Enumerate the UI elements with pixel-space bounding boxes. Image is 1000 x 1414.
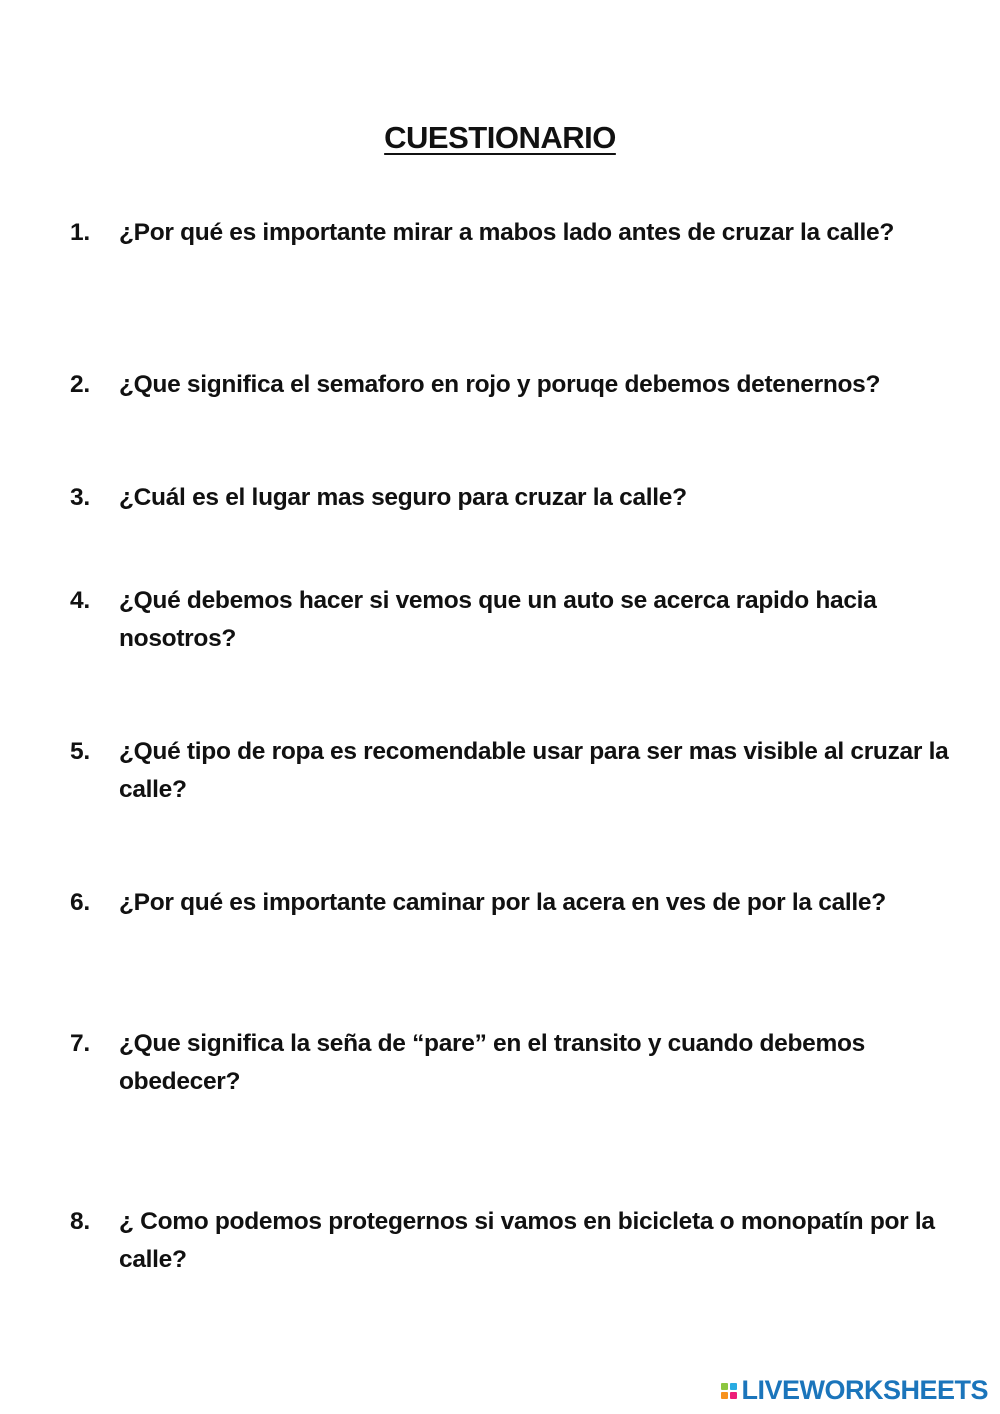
question-text: ¿Por qué es importante caminar por la acera en ves de por la calle? (119, 889, 886, 916)
question-text: ¿Cuál es el lugar mas seguro para cruzar la calle? (119, 484, 687, 511)
question-8 (70, 1203, 975, 1279)
question-text: ¿Qué tipo de ropa es recomendable usar para ser mas visible al cruzar la calle? (119, 738, 949, 803)
question-4 (70, 582, 975, 658)
question-number: 3. (70, 484, 90, 511)
question-text: ¿ Como podemos protegernos si vamos en bicicleta o monopatín por la calle? (119, 1208, 935, 1273)
question-3 (70, 479, 975, 517)
question-number: 1. (70, 219, 90, 246)
question-number: 5. (70, 738, 90, 765)
question-6 (70, 884, 975, 922)
liveworksheets-logo (721, 1375, 988, 1406)
question-7 (70, 1025, 975, 1101)
question-text: ¿Qué debemos hacer si vemos que un auto se acerca rapido hacia nosotros? (119, 587, 877, 652)
liveworksheets-icon (721, 1383, 737, 1399)
question-5 (70, 733, 975, 809)
liveworksheets-wordmark: LIVEWORKSHEETS (741, 1375, 988, 1405)
page-title (0, 120, 1000, 156)
question-number: 6. (70, 889, 90, 916)
question-number: 8. (70, 1208, 90, 1235)
question-text: ¿Que significa el semaforo en rojo y poruqe debemos detenernos? (119, 371, 881, 398)
question-2 (70, 366, 1000, 404)
question-number: 7. (70, 1030, 90, 1057)
question-text: ¿Que significa la seña de “pare” en el transito y cuando debemos obedecer? (119, 1030, 865, 1095)
question-number: 2. (70, 371, 90, 398)
page-title-text: CUESTIONARIO (384, 120, 616, 155)
question-text: ¿Por qué es importante mirar a mabos lado antes de cruzar la calle? (119, 219, 895, 246)
question-1 (70, 214, 975, 252)
question-number: 4. (70, 587, 90, 614)
